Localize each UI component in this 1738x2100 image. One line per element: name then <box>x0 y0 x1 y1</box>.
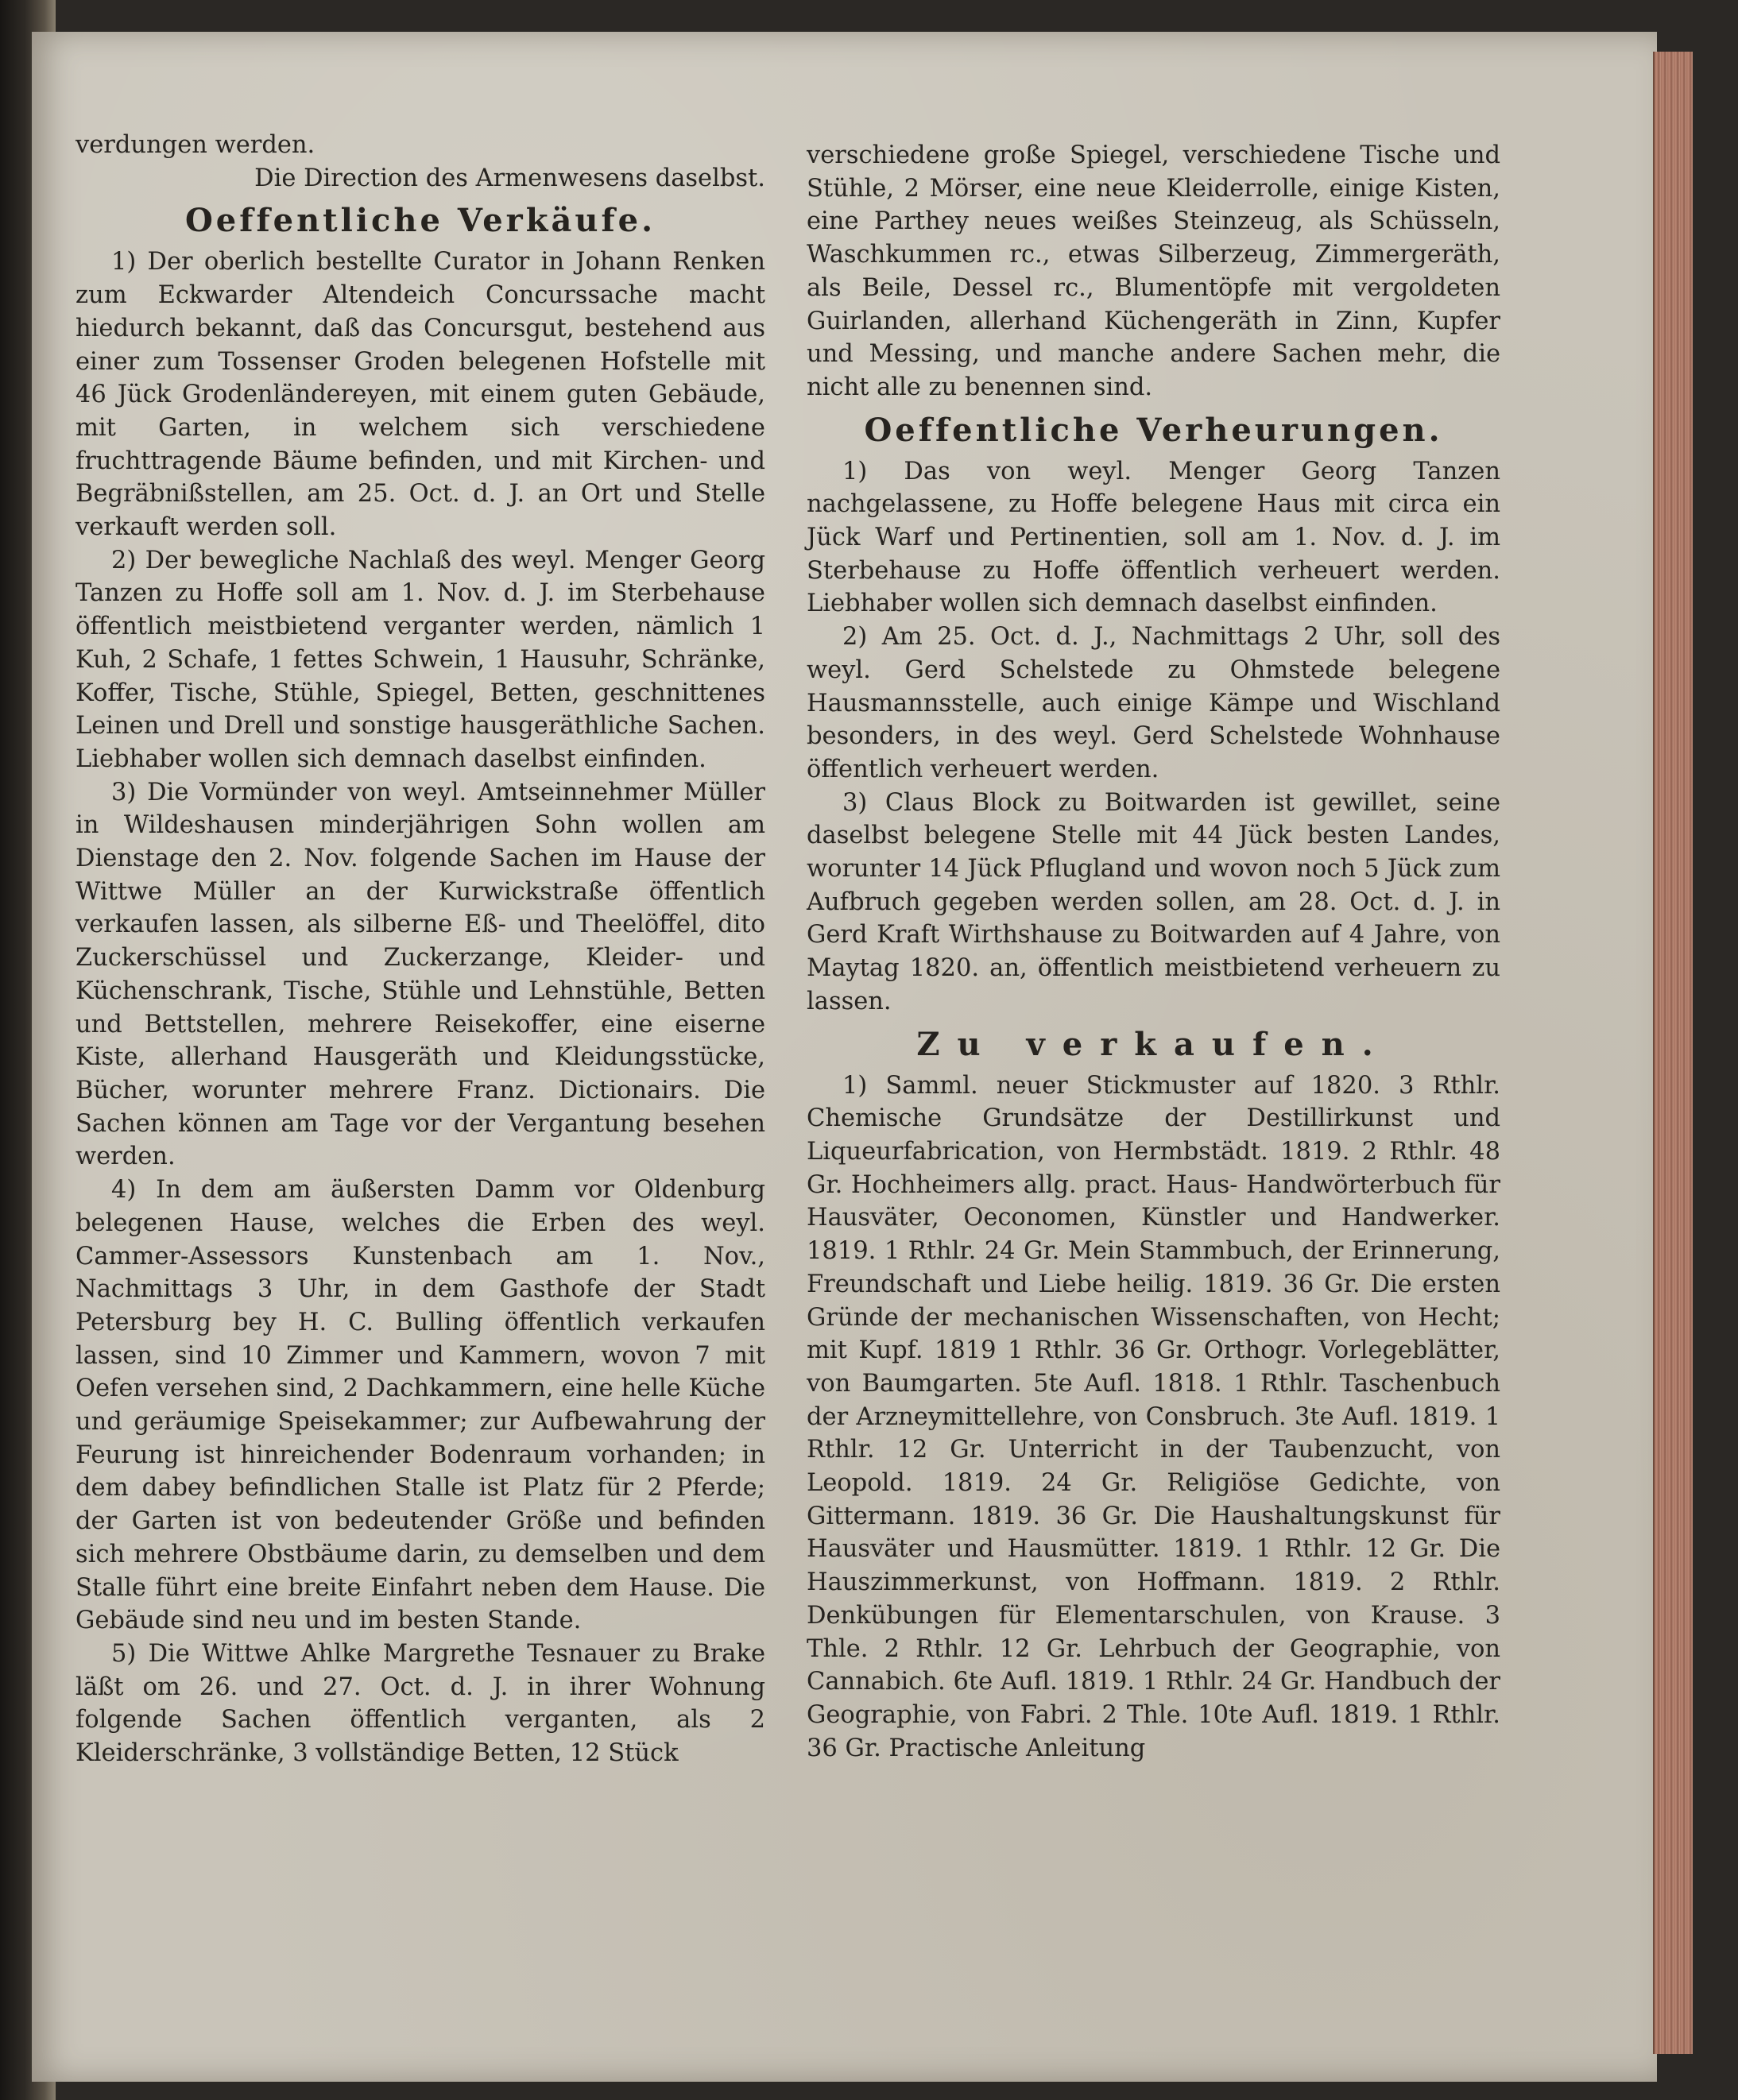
sale-notice-1: 1) Der oberlich bestellte Curator in Johann Renken zum Eckwarder Altendeich Concurssache macht hiedurch bekannt, daß das Concursgut, bestehend aus einer zum Tossenser Groden belegenen Hofstelle mit 46 Jück Grodenländereyen, mit einem guten Gebäude, mit Garten, in welchem sich verschiedene fruchttragende Bäume befinden, und mit Kirchen- und Begräbnißstellen, am 25. Oct. d. J. an Ort und Stelle verkauft werden soll. <box>75 248 765 542</box>
heading-for-sale: Zu verkaufen. <box>916 1025 1391 1063</box>
page-stack-edge <box>1653 52 1693 2054</box>
sale-notice-3: 3) Die Vormünder von weyl. Amtseinnehmer Müller in Wildeshausen minderjährigen Sohn wollen am Dienstage den 2. Nov. folgende Sachen im Hause der Wittwe Müller an der Kurwickstraße öffentlich verkaufen lassen, als silberne Eß- und Theelöffel, dito Zuckerschüssel und Zuckerzange, Kleider- und Küchenschrank, Tische, Stühle und Lehnstühle, Betten und Bettstellen, mehrere Reisekoffer, eine eiserne Kiste, allerhand Hausgeräth und Kleidungsstücke, Bücher, worunter mehrere Franz. Dictionairs. Die Sachen können am Tage vor der Vergantung besehen werden. <box>75 778 765 1171</box>
sale-notice-2: 2) Der bewegliche Nachlaß des weyl. Menger Georg Tanzen zu Hoffe soll am 1. Nov. d. J. im Sterbehause öffentlich meistbietend verganter werden, nämlich 1 Kuh, 2 Schafe, 1 fettes Schwein, 1 Hausuhr, Schränke, Koffer, Tische, Stühle, Spiegel, Betten, geschnittenes Leinen und Drell und sonstige hausgeräthliche Sachen. Liebhaber wollen sich demnach daselbst einfinden. <box>75 546 765 773</box>
heading-public-sales: Oeffentliche Verkäufe. <box>184 202 656 240</box>
sale-notice-5: 5) Die Wittwe Ahlke Margrethe Tesnauer zu Brake läßt om 26. und 27. Oct. d. J. in ihrer Wohnung folgende Sachen öffentlich verganten, als 2 Kleiderschränke, 3 vollständige Betten, 12 Stück <box>75 1639 765 1768</box>
sale-notice-5-continuation: verschiedene große Spiegel, verschiedene Tische und Stühle, 2 Mörser, eine neue Kleiderrolle, einige Kisten, eine Parthey neues weißes Steinzeug, als Schüsseln, Waschkummen rc., etwas Silberzeug, Zimmergeräth, als Beile, Dessel rc., Blumentöpfe mit vergoldeten Guirlanden, allerhand Küchengeräth in Zinn, Kupfer und Messing, und manche andere Sachen mehr, die nicht alle zu benennen sind. <box>807 141 1500 401</box>
rental-notice-2: 2) Am 25. Oct. d. J., Nachmittags 2 Uhr, soll des weyl. Gerd Schelstede zu Ohmstede belegene Hausmannsstelle, auch einige Kämpe und Wischland besonders, in des weyl. Gerd Schelstede Wohnhause öffentlich verheuert werden. <box>807 623 1500 783</box>
opening-line: verdungen werden. <box>75 131 315 159</box>
rental-notice-3: 3) Claus Block zu Boitwarden ist gewillet, seine daselbst belegene Stelle mit 44 Jück besten Landes, worunter 14 Jück Pflugland und wovon noch 5 Jück zum Aufbruch gegeben werden sollen, am 28. Oct. d. J. in Gerd Kraft Wirthshause zu Boitwarden auf 4 Jahre, von Maytag 1820. an, öffentlich meistbietend verheuern zu lassen. <box>807 788 1500 1015</box>
right-column <box>807 139 1500 1765</box>
book-listing: 1) Samml. neuer Stickmuster auf 1820. 3 Rthlr. Chemische Grundsätze der Destillirkunst und Liqueurfabrication, von Hermbstädt. 1819. 2 Rthlr. 48 Gr. Hochheimers allg. pract. Haus- Handwörterbuch für Hausväter, Oeconomen, Künstler und Handwerker. 1819. 1 Rthlr. 24 Gr. Mein Stammbuch, der Erinnerung, Freundschaft und Liebe heilig. 1819. 36 Gr. Die ersten Gründe der mechanischen Wissenschaften, von Hecht; mit Kupf. 1819 1 Rthlr. 36 Gr. Orthogr. Vorlegeblätter, von Baumgarten. 5te Aufl. 1818. 1 Rthlr. Taschenbuch der Arzneymittellehre, von Consbruch. 3te Aufl. 1819. 1 Rthlr. 12 Gr. Unterricht in der Taubenzucht, von Leopold. 1819. 24 Gr. Religiöse Gedichte, von Gittermann. 1819. 36 Gr. Die Haushaltungskunst für Hausväter und Hausmütter. 1819. 1 Rthlr. 12 Gr. Die Hauszimmerkunst, von Hoffmann. 1819. 2 Rthlr. Denkübungen für Elementarschulen, von Krause. 3 Thle. 2 Rthlr. 12 Gr. Lehrbuch der Geographie, von Cannabich. 6te Aufl. 1819. 1 Rthlr. 24 Gr. Handbuch der Geographie, von Fabri. 2 Thle. 10te Aufl. 1819. 1 Rthlr. 36 Gr. Practische Anleitung <box>807 1071 1500 1762</box>
heading-public-rentals: Oeffentliche Verheurungen. <box>864 411 1443 449</box>
left-column <box>75 129 765 1770</box>
notice-signature: Die Direction des Armenwesens daselbst. <box>254 164 765 192</box>
rental-notice-1: 1) Das von weyl. Menger Georg Tanzen nachgelassene, zu Hoffe belegene Haus mit circa ein Jück Warf und Pertinentien, soll am 1. Nov. d. J. im Sterbehause zu Hoffe öffentlich verheuert werden. Liebhaber wollen sich demnach daselbst einfinden. <box>807 457 1500 618</box>
sale-notice-4: 4) In dem am äußersten Damm vor Oldenburg belegenen Hause, welches die Erben des weyl. Cammer-Assessors Kunstenbach am 1. Nov., Nachmittags 3 Uhr, in dem Gasthofe der Stadt Petersburg bey H. C. Bulling öffentlich verkaufen lassen, sind 10 Zimmer und Kammern, wovon 7 mit Oefen versehen sind, 2 Dachkammern, eine helle Küche und geräumige Speisekammer; zur Aufbewahrung der Feurung ist hinreichender Bodenraum vorhanden; in dem dabey befindlichen Stalle ist Platz für 2 Pferde; der Garten ist von bedeutender Größe und befinden sich mehrere Obstbäume darin, zu demselben und dem Stalle führt eine breite Einfahrt neben dem Hause. Die Gebäude sind neu und im besten Stande. <box>75 1176 765 1635</box>
